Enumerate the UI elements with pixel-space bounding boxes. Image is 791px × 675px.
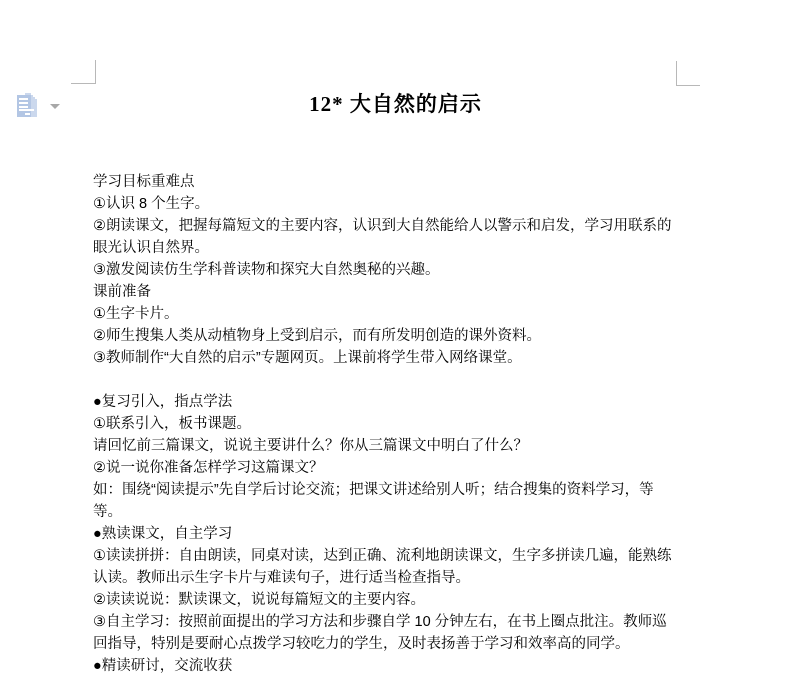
document-text-line: 认读。教师出示生字卡片与难读句子，进行适当检查指导。 [93, 570, 470, 586]
document-text-line: ③教师制作“大自然的启示”专题网页。上课前将学生带入网络课堂。 [93, 350, 522, 366]
document-text-line: ●熟读课文，自主学习 [93, 526, 233, 542]
document-text-line: 如：围绕“阅读提示”先自学后讨论交流；把课文讲述给别人听；结合搜集的资料学习，等 [93, 482, 654, 498]
document-text-line: 等。 [93, 504, 122, 520]
document-text-line: ②说一说你准备怎样学习这篇课文？ [93, 460, 324, 476]
document-text-line: ●复习引入，指点学法 [93, 394, 233, 410]
document-text-line: ②师生搜集人类从动植物身上受到启示，而有所发明创造的课外资料。 [93, 328, 541, 344]
document-text-line: 学习目标重难点 [93, 174, 195, 190]
document-text-line: 请回忆前三篇课文，说说主要讲什么？你从三篇课文中明白了什么？ [93, 438, 528, 454]
document-text-line: ③自主学习：按照前面提出的学习方法和步骤自学 10 分钟左右，在书上圈点批注。教师巡 [93, 614, 667, 630]
document-title: 12* 大自然的启示 [309, 92, 482, 116]
document-text-line: ②朗读课文，把握每篇短文的主要内容，认识到大自然能给人以警示和启发，学习用联系的 [93, 218, 672, 234]
document-text-line: ①认识 8 个生字。 [93, 196, 210, 212]
document-text-line: ①读读拼拼：自由朗读，同桌对读，达到正确、流利地朗读课文，生字多拼读几遍，能熟练 [93, 548, 672, 564]
document-body [93, 171, 733, 675]
document-text-line: ②读读说说：默读课文，说说每篇短文的主要内容。 [93, 592, 425, 608]
document-text-line: ①生字卡片。 [93, 306, 179, 322]
document-text-line [93, 369, 733, 391]
document-text-line: 回指导，特别是要耐心点拨学习较吃力的学生，及时表扬善于学习和效率高的同学。 [93, 636, 630, 652]
document-text-line: ③激发阅读仿生学科普读物和探究大自然奥秘的兴趣。 [93, 262, 440, 278]
document-text-line: ①联系引入，板书课题。 [93, 416, 251, 432]
document-text-line: ●精读研讨，交流收获 [93, 658, 233, 674]
document-text-line: 眼光认识自然界。 [93, 240, 209, 256]
document-text-line: 课前准备 [93, 284, 151, 300]
